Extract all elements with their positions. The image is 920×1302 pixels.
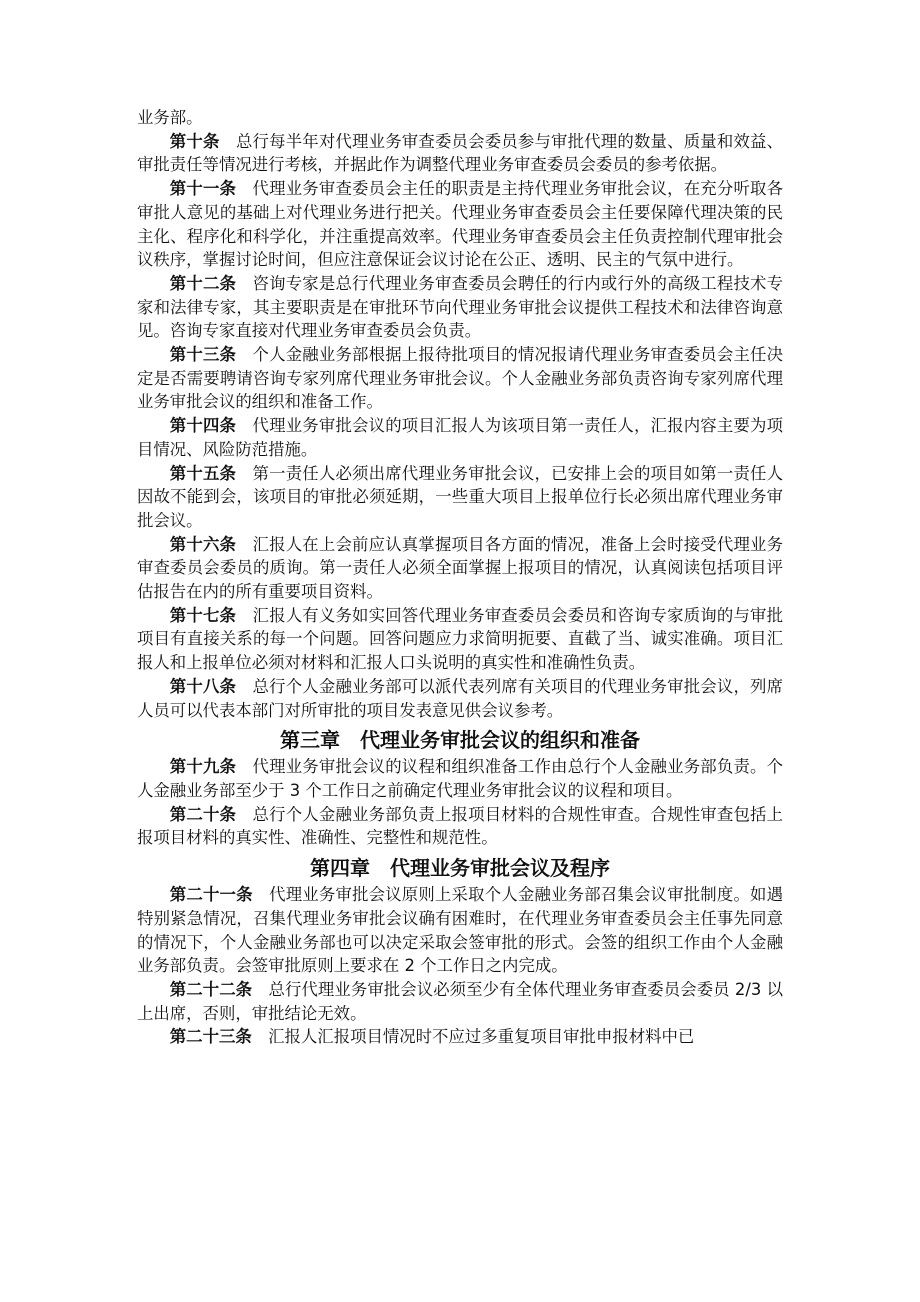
article-label: 第二十三条: [169, 1027, 252, 1047]
article-text: 总行个人金融业务部可以派代表列席有关项目的代理业务审批会议，列席人员可以代表本部门对所审批的项目发表意见供会议参考。: [137, 676, 784, 720]
article-11: [137, 177, 783, 272]
article-label: 第十四条: [169, 416, 237, 436]
article-18: [137, 675, 783, 722]
article-20: [137, 803, 783, 850]
article-label: 第十七条: [169, 605, 237, 625]
article-label: 第十一条: [169, 179, 237, 199]
article-label: 第二十二条: [169, 979, 253, 999]
chapter-3-heading: 第三章 代理业务审批会议的组织和准备: [280, 728, 640, 753]
article-label: 第十六条: [169, 534, 237, 554]
article-text: 代理业务审批会议的项目汇报人为该项目第一责任人，汇报内容主要为项目情况、风险防范措施。: [137, 416, 784, 459]
article-16: [137, 533, 783, 604]
article-label: 第二十条: [169, 804, 237, 824]
article-text: 总行每半年对代理业务审查委员会委员参与审批代理的数量、质量和效益、审批责任等情况进行考核，并据此作为调整代理业务审查委员会委员的参考依据。: [137, 131, 784, 175]
article-text: 汇报人在上会前应认真掌握项目各方面的情况，准备上会时接受代理业务审查委员会委员的质询。第一责任人必须全面掌握上报项目的情况，认真阅读包括项目评估报告在内的所有重要项目资料。: [137, 534, 784, 602]
article-text: 汇报人有义务如实回答代理业务审查委员会委员和咨询专家质询的与审批项目有直接关系的每一个问题。回答问题应力求简明扼要、直截了当、诚实准确。项目汇报人和上报单位必须对材料和汇报人口头说明的真实性和准确性负责。: [137, 605, 784, 673]
article-19: [137, 755, 783, 802]
article-text: 汇报人汇报项目情况时不应过多重复项目审批申报材料中已: [268, 1027, 695, 1047]
article-text: 咨询专家是总行代理业务审查委员会聘任的行内或行外的高级工程技术专家和法律专家，其主要职责是在审批环节向代理业务审批会议提供工程技术和法律咨询意见。咨询专家直接对代理业务审查委员会负责。: [137, 273, 784, 341]
article-15: [137, 462, 783, 533]
document-page: [137, 106, 783, 1049]
chapter-4-heading: 第四章 代理业务审批会议及程序: [310, 856, 610, 881]
article-17: [137, 604, 783, 675]
article-label: 第十五条: [169, 463, 237, 483]
article-label: 第十八条: [169, 676, 237, 696]
article-text: 第一责任人必须出席代理业务审批会议，已安排上会的项目如第一责任人因故不能到会，该项目的审批必须延期，一些重大项目上报单位行长必须出席代理业务审批会议。: [137, 463, 784, 530]
article-list-2: [137, 755, 783, 850]
article-label: 第二十一条: [169, 885, 253, 905]
article-23: [137, 1025, 783, 1049]
article-22: [137, 978, 783, 1025]
article-list-3: [137, 883, 783, 1049]
article-text: 代理业务审查委员会主任的职责是主持代理业务审批会议，在充分听取各审批人意见的基础上对代理业务进行把关。代理业务审查委员会主任要保障代理决策的民主化、程序化和科学化，并注重提高效率。代理业务审查委员会主任负责控制代理审批会议秩序，掌握讨论时间，但应注意保证会议讨论在公正、透明、民主的气氛中进行。: [137, 179, 784, 270]
article-list-1: [137, 130, 783, 723]
article-12: [137, 272, 783, 343]
article-label: 第十条: [169, 131, 220, 151]
article-text: 代理业务审批会议原则上采取个人金融业务部召集会议审批制度。如遇特别紧急情况，召集代理业务审批会议确有困难时，在代理业务审查委员会主任事先同意的情况下，个人金融业务部也可以决定采取会签审批的形式。会签的组织工作由个人金融业务部负责。会签审批原则上要求在 2 个工作日之内完成。: [137, 885, 784, 976]
article-text: 总行个人金融业务部负责上报项目材料的合规性审查。合规性审查包括上报项目材料的真实性、准确性、完整性和规范性。: [137, 804, 784, 848]
intro-fragment: 业务部。: [137, 108, 203, 127]
article-13: [137, 343, 783, 414]
article-10: [137, 130, 783, 177]
article-label: 第十九条: [169, 757, 237, 777]
article-text: 个人金融业务部根据上报待批项目的情况报请代理业务审查委员会主任决定是否需要聘请咨询专家列席代理业务审批会议。个人金融业务部负责咨询专家列席代理业务审批会议的组织和准备工作。: [137, 345, 784, 412]
article-14: [137, 414, 783, 461]
article-text: 总行代理业务审批会议必须至少有全体代理业务审查委员会委员 2/3 以上出席，否则，审批结论无效。: [137, 979, 783, 1023]
article-label: 第十二条: [169, 273, 237, 293]
article-label: 第十三条: [169, 345, 237, 365]
article-21: [137, 883, 783, 978]
article-text: 代理业务审批会议的议程和组织准备工作由总行个人金融业务部负责。个人金融业务部至少于 3 个工作日之前确定代理业务审批会议的议程和项目。: [137, 757, 784, 800]
